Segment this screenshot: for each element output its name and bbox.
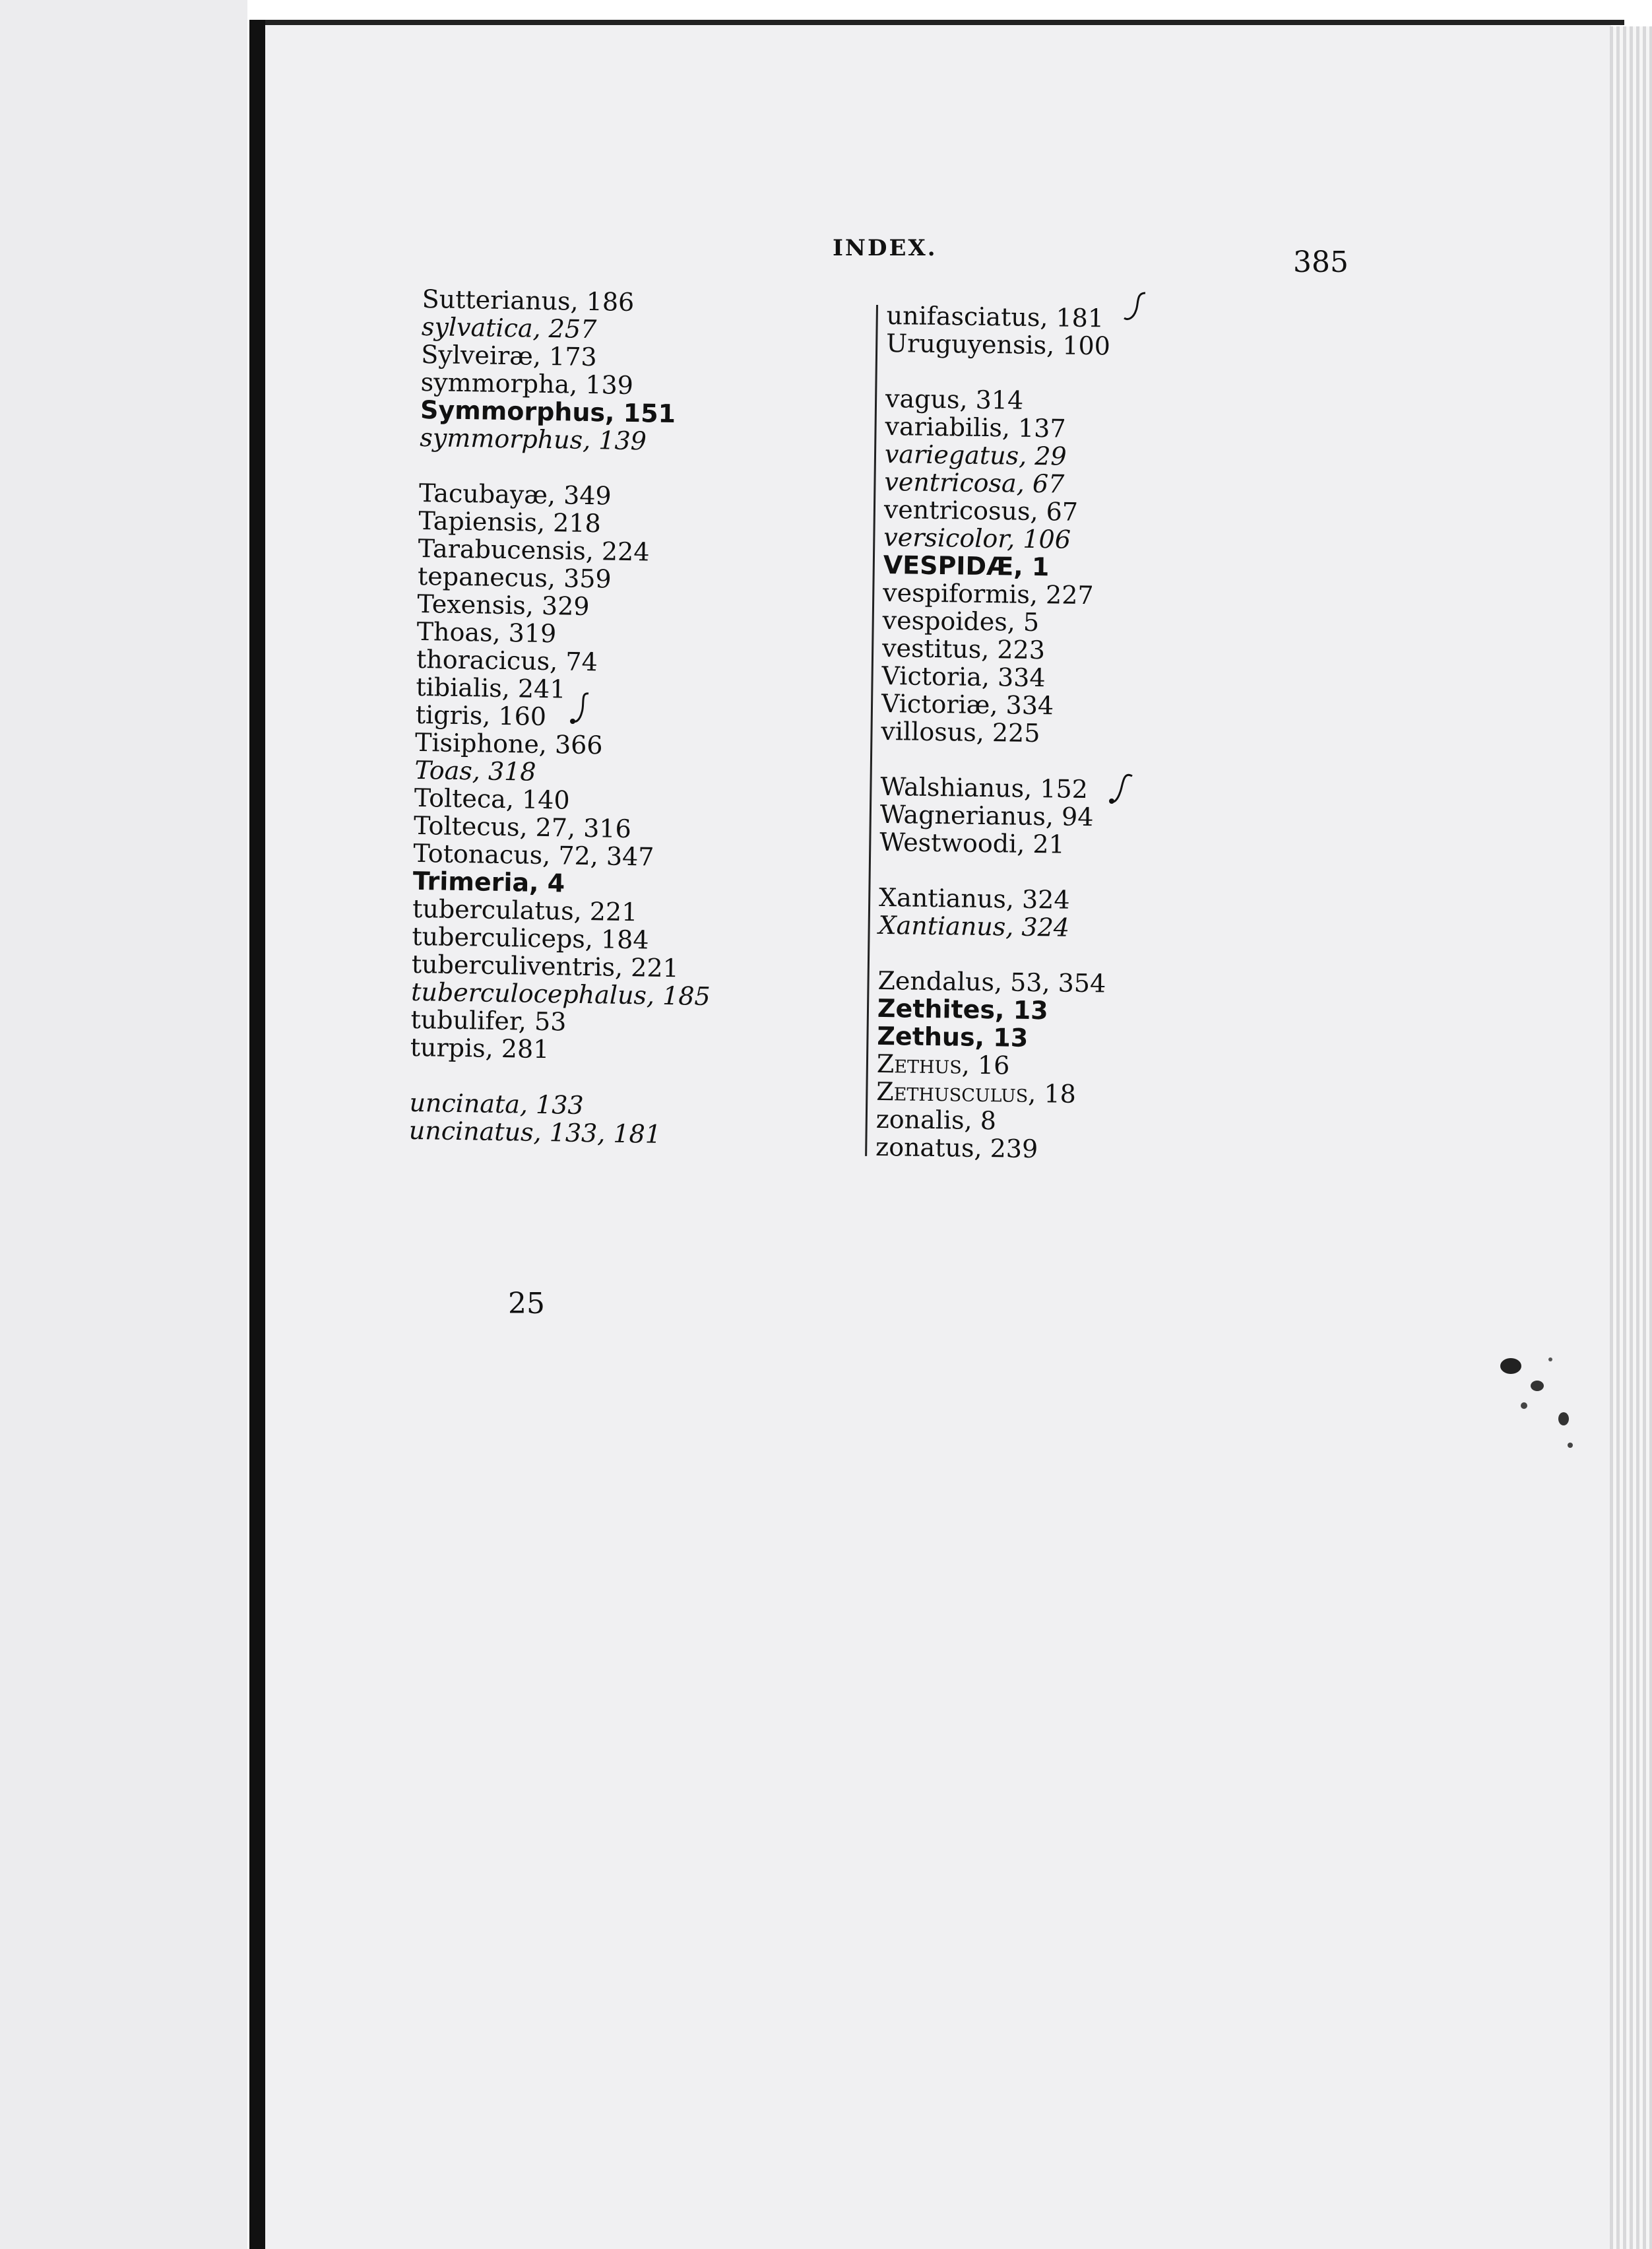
index-entry: Victoria, 334 <box>881 661 1046 693</box>
index-entry: Victoriæ, 334 <box>881 688 1054 721</box>
index-entry: tibialis, 241 <box>416 672 566 704</box>
index-entry: Wagnerianus, 94 <box>879 799 1094 832</box>
index-entry: Symmorphus, 151 <box>420 395 676 429</box>
index-entry: ventricosa, 67 <box>884 467 1065 499</box>
index-entry: Walshianus, 152 <box>880 771 1089 804</box>
page-number: 385 <box>1293 245 1349 279</box>
index-column-right <box>875 302 1115 1163</box>
index-entry: Uruguyensis, 100 <box>885 328 1111 361</box>
index-entry: Tapiensis, 218 <box>418 505 602 538</box>
index-entry: ventricosus, 67 <box>883 494 1079 527</box>
facing-page-edge <box>0 0 247 2249</box>
page-top-edge <box>265 20 1624 25</box>
index-entry: sylvatica, 257 <box>421 311 597 344</box>
index-entry: Trimeria, 4 <box>412 866 565 898</box>
index-entry: variabilis, 137 <box>885 411 1066 443</box>
index-entry: Zethus, 13 <box>877 1021 1029 1053</box>
ink-blot-stain <box>1491 1340 1583 1472</box>
handwritten-check-mark <box>569 690 595 729</box>
index-entry: thoracicus, 74 <box>416 644 598 677</box>
book-gutter <box>249 20 265 2249</box>
index-entry: Westwoodi, 21 <box>879 827 1065 859</box>
index-entry: Xantianus, 324 <box>878 910 1070 942</box>
index-entry: Sutterianus, 186 <box>422 284 635 317</box>
index-entry: Texensis, 329 <box>417 589 590 622</box>
index-entry: Toas, 318 <box>414 755 536 787</box>
index-entry: Thoas, 319 <box>416 616 557 649</box>
index-entry: tigris, 160 <box>415 700 547 732</box>
handwritten-check-mark <box>1108 771 1135 810</box>
index-entry: uncinata, 133 <box>409 1088 584 1120</box>
index-entry: Sylveiræ, 173 <box>421 339 598 372</box>
index-entry: tuberculiventris, 221 <box>411 949 680 983</box>
index-entry: tuberculiceps, 184 <box>412 921 649 955</box>
index-entry: Tisiphone, 366 <box>414 727 603 760</box>
index-entry: tuberculocephalus, 185 <box>410 977 711 1011</box>
index-entry: unifasciatus, 181 <box>886 301 1104 333</box>
index-column-left <box>409 285 722 1149</box>
running-head: INDEX. <box>833 235 937 261</box>
index-entry: Zethus, 16 <box>876 1049 1010 1080</box>
index-entry: tuberculatus, 221 <box>412 894 638 927</box>
index-entry: symmorpha, 139 <box>420 367 634 401</box>
index-entry: tubulifer, 53 <box>410 1004 567 1037</box>
index-entry: versicolor, 106 <box>883 522 1071 554</box>
index-entry: zonalis, 8 <box>875 1104 997 1136</box>
index-entry: vagus, 314 <box>885 383 1024 415</box>
index-entry: vespiformis, 227 <box>882 577 1094 610</box>
index-entry: Tolteca, 140 <box>414 783 570 815</box>
index-entry: Tarabucensis, 224 <box>418 533 650 567</box>
index-entry: variegatus, 29 <box>884 439 1067 471</box>
index-entry: zonatus, 239 <box>875 1132 1038 1164</box>
index-entry: Toltecus, 27, 316 <box>413 810 632 844</box>
index-entry: symmorphus, 139 <box>420 422 647 456</box>
index-entry: turpis, 281 <box>410 1032 550 1064</box>
index-entry: villosus, 225 <box>881 716 1040 748</box>
index-entry: Tacubayæ, 349 <box>418 478 612 511</box>
index-entry: VESPIDÆ, 1 <box>883 550 1050 582</box>
index-entry: uncinatus, 133, 181 <box>408 1115 662 1149</box>
index-entry: vestitus, 223 <box>881 633 1046 665</box>
page-edges <box>1610 26 1652 2249</box>
signature-mark: 25 <box>508 1287 545 1320</box>
handwritten-check-mark <box>1123 290 1149 330</box>
index-entry: Zethites, 13 <box>877 993 1048 1026</box>
index-entry: tepanecus, 359 <box>417 561 612 594</box>
index-entry: vespoides, 5 <box>882 605 1040 637</box>
index-entry: Totonacus, 72, 347 <box>413 838 654 872</box>
index-entry: Zendalus, 53, 354 <box>877 965 1106 998</box>
index-entry: Xantianus, 324 <box>878 882 1070 915</box>
index-entry: Zethusculus, 18 <box>876 1076 1077 1109</box>
